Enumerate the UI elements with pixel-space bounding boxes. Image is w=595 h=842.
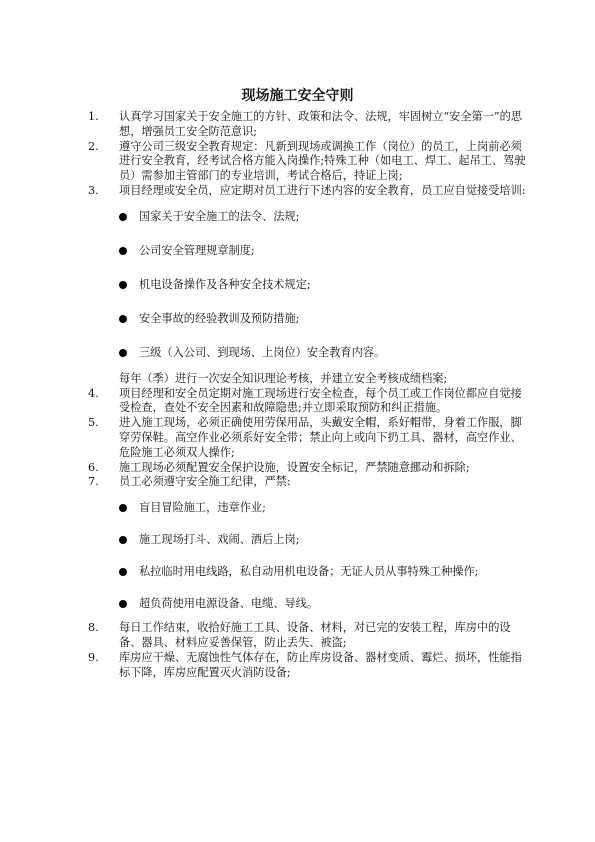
rule-number: 5. [88,416,99,430]
rule-item-4 [88,387,528,417]
list-item-text: 私拉临时用电线路，私自动用机电设备；无证人员从事特殊工种操作; [139,565,479,579]
rule-item-6 [88,461,528,476]
list-item [88,274,528,296]
list-item [88,593,528,615]
rule-number: 8. [88,621,99,635]
rule-text: 进入施工现场，必须正确使用劳保用品，头戴安全帽，系好帽带，身着工作服，脚穿劳保鞋。高空作业必须系好安全带；禁止向上或向下扔工具、器材，高空作业、危险施工必须双人操作; [119,416,522,459]
list-item [88,342,528,364]
rule-number: 6. [88,460,99,474]
rule-text: 遵守公司三级安全教育规定：凡新到现场或调换工作（岗位）的员工，上岗前必须进行安全教育，经考试合格方能入岗操作;特殊工种（如电工、焊工、起吊工、驾驶员）需参加主管部门的专业培训，考试合格后，持证上岗; [119,139,526,183]
document-title: 现场施工安全守则 [241,88,354,104]
assessment-paragraph: 每年（季）进行一次安全知识理论考核，并建立安全考核成绩档案; [119,371,448,385]
bullet-icon [119,600,127,608]
bullet-icon [119,536,127,544]
rule-item-5 [88,416,528,460]
rule-number: 4. [88,386,99,400]
training-topics-list [88,206,528,364]
rule-number: 1. [88,110,99,123]
list-item-text: 三级（入公司、到现场、上岗位）安全教育内容。 [139,345,386,359]
list-item [88,206,528,228]
rule-item-8 [88,621,528,651]
list-item [88,308,528,330]
list-item [88,240,528,262]
rule-text: 员工必须遵守安全施工纪律，严禁: [119,475,291,489]
rule-text: 认真学习国家关于安全施工的方针、政策和法令、法规，牢固树立“安全第一”的思想，增强员工安全防范意识; [119,110,523,138]
rule-item-1 [88,110,528,140]
list-item [88,529,528,551]
rule-text: 每日工作结束，收拾好施工工具、设备、材料，对已完的安装工程，库房中的设备、器具、材料应妥善保管，防止丢失、被盗; [119,621,511,649]
list-item-text: 盲目冒险施工，违章作业; [139,501,266,515]
list-item [88,497,528,519]
rule-number: 7. [88,475,99,489]
rule-text: 施工现场必须配置安全保护设施，设置安全标记，严禁随意挪动和拆除; [119,460,470,474]
rule-text: 库房应干燥、无腐蚀性气体存在，防止库房设备、器材变质、霉烂、损坏，性能指标下降，库房应配置灭火消防设备; [119,650,522,679]
rule-number: 3. [88,183,99,197]
bullet-icon [119,213,127,221]
rule-item-2 [88,140,528,184]
rule-number: 2. [88,139,99,153]
rule-text: 项目经理或安全员，应定期对员工进行下述内容的安全教育，员工应自觉接受培训: [119,183,526,197]
list-item-text: 超负荷使用电源设备、电缆、导线。 [139,597,319,611]
bullet-icon [119,349,127,357]
bullet-icon [119,315,127,323]
rule-number: 9. [88,650,99,664]
prohibited-actions-list [88,497,528,615]
bullet-icon [119,281,127,289]
list-item-text: 安全事故的经验教训及预防措施; [139,311,300,325]
list-item-text: 施工现场打斗、戏闹、酒后上岗; [139,533,300,547]
list-item-text: 国家关于安全施工的法令、法规; [139,209,300,223]
list-item-text: 公司安全管理规章制度; [139,243,255,257]
rule-text: 项目经理和安全员定期对施工现场进行安全检查，每个员工或工作岗位都应自觉接受检查，查处不安全因素和故障隐患;并立即采取预防和纠正措施。 [119,386,522,415]
bullet-icon [119,247,127,255]
bullet-icon [119,504,127,512]
list-item-text: 机电设备操作及各种安全技术规定; [139,277,311,291]
rule-item-9 [88,651,528,681]
document-body [88,110,528,680]
list-item [88,561,528,583]
bullet-icon [119,568,127,576]
rule-item-3 [88,184,528,199]
rule-item-7 [88,475,528,490]
